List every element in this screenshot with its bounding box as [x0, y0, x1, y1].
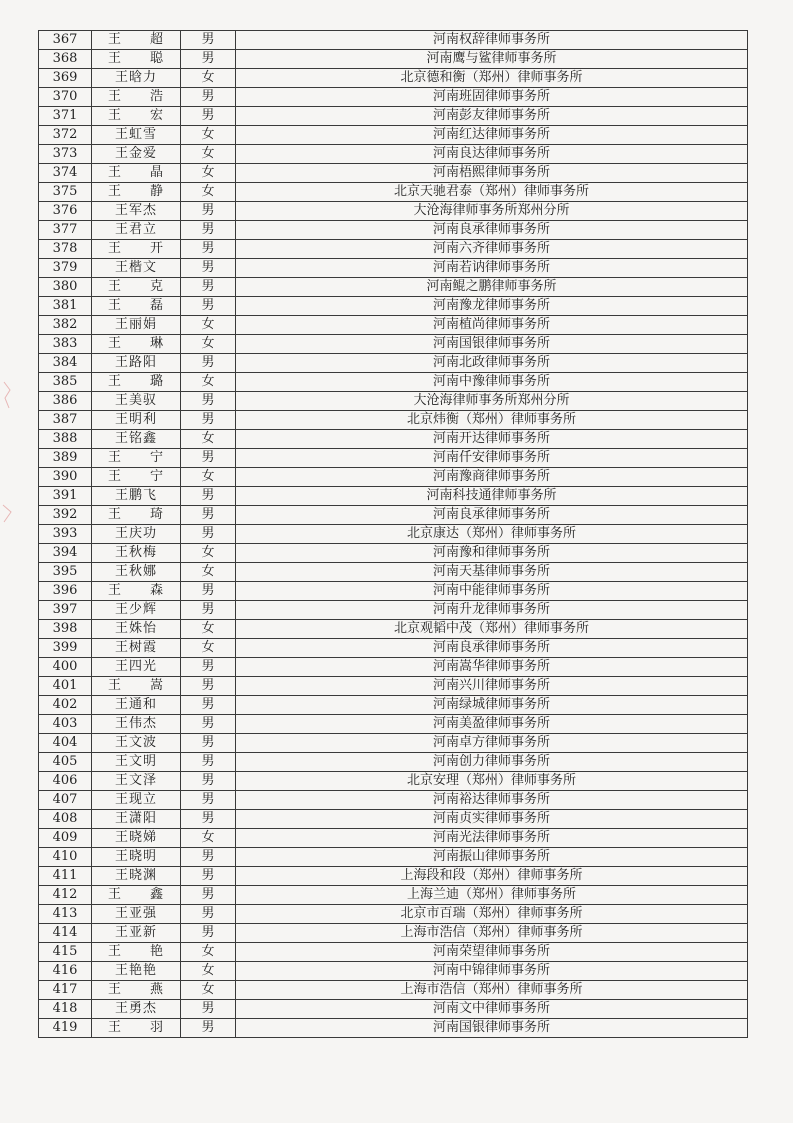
lawyer-gender: 男: [181, 354, 236, 373]
table-row: [39, 506, 748, 525]
table-row: [39, 278, 748, 297]
lawyer-gender: 女: [181, 468, 236, 487]
table-row: [39, 962, 748, 981]
lawyer-gender: 女: [181, 373, 236, 392]
row-number: 406: [39, 772, 92, 791]
lawyer-gender: 女: [181, 69, 236, 88]
row-number: 399: [39, 639, 92, 658]
law-firm-name: 河南光法律师事务所: [236, 829, 748, 848]
law-firm-name: 河南裕达律师事务所: [236, 791, 748, 810]
lawyer-name: 王 嵩: [92, 677, 181, 696]
table-row: [39, 240, 748, 259]
lawyer-roster-table: [38, 30, 748, 1038]
law-firm-name: 北京康达（郑州）律师事务所: [236, 525, 748, 544]
row-number: 383: [39, 335, 92, 354]
row-number: 401: [39, 677, 92, 696]
row-number: 384: [39, 354, 92, 373]
law-firm-name: 河南权辞律师事务所: [236, 31, 748, 50]
lawyer-name: 王军杰: [92, 202, 181, 221]
law-firm-name: 大沧海律师事务所郑州分所: [236, 392, 748, 411]
lawyer-gender: 女: [181, 316, 236, 335]
lawyer-gender: 男: [181, 487, 236, 506]
table-row: [39, 905, 748, 924]
law-firm-name: 河南绿城律师事务所: [236, 696, 748, 715]
row-number: 386: [39, 392, 92, 411]
row-number: 388: [39, 430, 92, 449]
law-firm-name: 河南良承律师事务所: [236, 221, 748, 240]
lawyer-name: 王虹雪: [92, 126, 181, 145]
lawyer-name: 王秋梅: [92, 544, 181, 563]
table-row: [39, 772, 748, 791]
lawyer-gender: 男: [181, 696, 236, 715]
law-firm-name: 河南贞实律师事务所: [236, 810, 748, 829]
lawyer-name: 王潇阳: [92, 810, 181, 829]
law-firm-name: 河南兴川律师事务所: [236, 677, 748, 696]
table-row: [39, 316, 748, 335]
law-firm-name: 河南豫和律师事务所: [236, 544, 748, 563]
row-number: 368: [39, 50, 92, 69]
law-firm-name: 河南中能律师事务所: [236, 582, 748, 601]
lawyer-gender: 男: [181, 905, 236, 924]
lawyer-gender: 女: [181, 335, 236, 354]
table-row: [39, 1019, 748, 1038]
table-row: [39, 487, 748, 506]
row-number: 416: [39, 962, 92, 981]
lawyer-name: 王文泽: [92, 772, 181, 791]
law-firm-name: 河南荣望律师事务所: [236, 943, 748, 962]
table-row: [39, 297, 748, 316]
lawyer-gender: 男: [181, 259, 236, 278]
law-firm-name: 河南开达律师事务所: [236, 430, 748, 449]
law-firm-name: 河南美盈律师事务所: [236, 715, 748, 734]
lawyer-name: 王秋娜: [92, 563, 181, 582]
table-row: [39, 829, 748, 848]
law-firm-name: 河南创力律师事务所: [236, 753, 748, 772]
row-number: 385: [39, 373, 92, 392]
table-row: [39, 392, 748, 411]
law-firm-name: 北京安理（郑州）律师事务所: [236, 772, 748, 791]
row-number: 374: [39, 164, 92, 183]
lawyer-gender: 男: [181, 924, 236, 943]
lawyer-name: 王金爱: [92, 145, 181, 164]
lawyer-name: 王文明: [92, 753, 181, 772]
law-firm-name: 河南鹰与鲨律师事务所: [236, 50, 748, 69]
row-number: 410: [39, 848, 92, 867]
lawyer-gender: 男: [181, 392, 236, 411]
row-number: 382: [39, 316, 92, 335]
row-number: 395: [39, 563, 92, 582]
lawyer-name: 王路阳: [92, 354, 181, 373]
lawyer-name: 王亚强: [92, 905, 181, 924]
law-firm-name: 北京市百瑞（郑州）律师事务所: [236, 905, 748, 924]
lawyer-gender: 男: [181, 886, 236, 905]
lawyer-name: 王姝怡: [92, 620, 181, 639]
table-row: [39, 848, 748, 867]
lawyer-gender: 女: [181, 981, 236, 1000]
law-firm-name: 上海兰迪（郑州）律师事务所: [236, 886, 748, 905]
lawyer-gender: 男: [181, 506, 236, 525]
lawyer-gender: 女: [181, 639, 236, 658]
scan-edge-mark: [2, 380, 12, 410]
table-row: [39, 430, 748, 449]
row-number: 398: [39, 620, 92, 639]
table-row: [39, 981, 748, 1000]
lawyer-name: 王丽娟: [92, 316, 181, 335]
law-firm-name: 河南红达律师事务所: [236, 126, 748, 145]
lawyer-name: 王 宏: [92, 107, 181, 126]
lawyer-name: 王 静: [92, 183, 181, 202]
table-row: [39, 107, 748, 126]
row-number: 391: [39, 487, 92, 506]
law-firm-name: 河南六齐律师事务所: [236, 240, 748, 259]
law-firm-name: 河南国银律师事务所: [236, 335, 748, 354]
row-number: 400: [39, 658, 92, 677]
law-firm-name: 河南鲲之鹏律师事务所: [236, 278, 748, 297]
law-firm-name: 河南豫龙律师事务所: [236, 297, 748, 316]
lawyer-gender: 男: [181, 715, 236, 734]
row-number: 390: [39, 468, 92, 487]
law-firm-name: 河南梧熙律师事务所: [236, 164, 748, 183]
table-row: [39, 259, 748, 278]
table-row: [39, 354, 748, 373]
law-firm-name: 河南若讷律师事务所: [236, 259, 748, 278]
lawyer-gender: 女: [181, 126, 236, 145]
lawyer-name: 王 克: [92, 278, 181, 297]
row-number: 372: [39, 126, 92, 145]
lawyer-gender: 女: [181, 943, 236, 962]
lawyer-name: 王 聪: [92, 50, 181, 69]
lawyer-gender: 男: [181, 525, 236, 544]
lawyer-gender: 男: [181, 734, 236, 753]
roster-table-body: [39, 31, 748, 1038]
lawyer-gender: 男: [181, 449, 236, 468]
lawyer-gender: 男: [181, 658, 236, 677]
law-firm-name: 河南升龙律师事务所: [236, 601, 748, 620]
table-row: [39, 715, 748, 734]
row-number: 396: [39, 582, 92, 601]
lawyer-gender: 男: [181, 411, 236, 430]
lawyer-name: 王 超: [92, 31, 181, 50]
table-row: [39, 1000, 748, 1019]
law-firm-name: 河南天基律师事务所: [236, 563, 748, 582]
row-number: 373: [39, 145, 92, 164]
lawyer-name: 王铭鑫: [92, 430, 181, 449]
row-number: 408: [39, 810, 92, 829]
law-firm-name: 河南科技通律师事务所: [236, 487, 748, 506]
law-firm-name: 河南振山律师事务所: [236, 848, 748, 867]
law-firm-name: 河南彭友律师事务所: [236, 107, 748, 126]
lawyer-gender: 男: [181, 88, 236, 107]
law-firm-name: 河南良承律师事务所: [236, 506, 748, 525]
lawyer-name: 王晗力: [92, 69, 181, 88]
lawyer-gender: 男: [181, 278, 236, 297]
table-row: [39, 544, 748, 563]
law-firm-name: 大沧海律师事务所郑州分所: [236, 202, 748, 221]
lawyer-name: 王 晶: [92, 164, 181, 183]
table-row: [39, 620, 748, 639]
row-number: 415: [39, 943, 92, 962]
table-row: [39, 50, 748, 69]
row-number: 417: [39, 981, 92, 1000]
row-number: 376: [39, 202, 92, 221]
lawyer-gender: 男: [181, 1019, 236, 1038]
law-firm-name: 河南文中律师事务所: [236, 1000, 748, 1019]
row-number: 412: [39, 886, 92, 905]
lawyer-gender: 男: [181, 582, 236, 601]
table-row: [39, 582, 748, 601]
law-firm-name: 河南仟安律师事务所: [236, 449, 748, 468]
lawyer-gender: 女: [181, 829, 236, 848]
table-row: [39, 411, 748, 430]
row-number: 413: [39, 905, 92, 924]
lawyer-gender: 男: [181, 867, 236, 886]
lawyer-name: 王晓渊: [92, 867, 181, 886]
table-row: [39, 145, 748, 164]
lawyer-gender: 女: [181, 563, 236, 582]
lawyer-name: 王 琳: [92, 335, 181, 354]
lawyer-name: 王四光: [92, 658, 181, 677]
lawyer-name: 王 艳: [92, 943, 181, 962]
lawyer-name: 王 宁: [92, 449, 181, 468]
law-firm-name: 河南中豫律师事务所: [236, 373, 748, 392]
law-firm-name: 上海市浩信（郑州）律师事务所: [236, 981, 748, 1000]
table-row: [39, 677, 748, 696]
lawyer-name: 王美驭: [92, 392, 181, 411]
lawyer-name: 王树霞: [92, 639, 181, 658]
row-number: 378: [39, 240, 92, 259]
lawyer-gender: 女: [181, 145, 236, 164]
table-row: [39, 202, 748, 221]
lawyer-gender: 女: [181, 183, 236, 202]
row-number: 404: [39, 734, 92, 753]
lawyer-name: 王庆功: [92, 525, 181, 544]
row-number: 407: [39, 791, 92, 810]
lawyer-name: 王艳艳: [92, 962, 181, 981]
table-row: [39, 221, 748, 240]
lawyer-name: 王亚新: [92, 924, 181, 943]
row-number: 377: [39, 221, 92, 240]
table-row: [39, 525, 748, 544]
lawyer-name: 王楷文: [92, 259, 181, 278]
lawyer-gender: 男: [181, 297, 236, 316]
law-firm-name: 上海段和段（郑州）律师事务所: [236, 867, 748, 886]
lawyer-name: 王明利: [92, 411, 181, 430]
row-number: 370: [39, 88, 92, 107]
table-row: [39, 867, 748, 886]
law-firm-name: 河南嵩华律师事务所: [236, 658, 748, 677]
row-number: 393: [39, 525, 92, 544]
table-row: [39, 126, 748, 145]
lawyer-gender: 男: [181, 601, 236, 620]
law-firm-name: 北京炜衡（郑州）律师事务所: [236, 411, 748, 430]
table-row: [39, 658, 748, 677]
lawyer-gender: 男: [181, 221, 236, 240]
row-number: 392: [39, 506, 92, 525]
row-number: 380: [39, 278, 92, 297]
table-row: [39, 696, 748, 715]
table-row: [39, 791, 748, 810]
lawyer-gender: 男: [181, 202, 236, 221]
table-row: [39, 639, 748, 658]
lawyer-name: 王 燕: [92, 981, 181, 1000]
row-number: 414: [39, 924, 92, 943]
row-number: 402: [39, 696, 92, 715]
row-number: 405: [39, 753, 92, 772]
table-row: [39, 810, 748, 829]
row-number: 381: [39, 297, 92, 316]
lawyer-gender: 男: [181, 772, 236, 791]
lawyer-gender: 男: [181, 31, 236, 50]
lawyer-name: 王晓明: [92, 848, 181, 867]
table-row: [39, 335, 748, 354]
row-number: 369: [39, 69, 92, 88]
lawyer-gender: 男: [181, 240, 236, 259]
table-row: [39, 373, 748, 392]
lawyer-name: 王 开: [92, 240, 181, 259]
lawyer-name: 王晓娣: [92, 829, 181, 848]
scan-edge-mark: [2, 500, 12, 530]
row-number: 371: [39, 107, 92, 126]
row-number: 403: [39, 715, 92, 734]
lawyer-gender: 男: [181, 791, 236, 810]
row-number: 409: [39, 829, 92, 848]
table-row: [39, 164, 748, 183]
law-firm-name: 河南卓方律师事务所: [236, 734, 748, 753]
lawyer-gender: 男: [181, 1000, 236, 1019]
lawyer-gender: 男: [181, 107, 236, 126]
row-number: 394: [39, 544, 92, 563]
row-number: 367: [39, 31, 92, 50]
lawyer-name: 王 浩: [92, 88, 181, 107]
lawyer-gender: 男: [181, 753, 236, 772]
row-number: 379: [39, 259, 92, 278]
lawyer-name: 王 鑫: [92, 886, 181, 905]
lawyer-name: 王 宁: [92, 468, 181, 487]
law-firm-name: 上海市浩信（郑州）律师事务所: [236, 924, 748, 943]
table-row: [39, 601, 748, 620]
table-row: [39, 88, 748, 107]
law-firm-name: 河南国银律师事务所: [236, 1019, 748, 1038]
table-row: [39, 449, 748, 468]
row-number: 375: [39, 183, 92, 202]
table-row: [39, 69, 748, 88]
lawyer-gender: 男: [181, 810, 236, 829]
law-firm-name: 北京德和衡（郑州）律师事务所: [236, 69, 748, 88]
table-row: [39, 886, 748, 905]
lawyer-name: 王 琦: [92, 506, 181, 525]
law-firm-name: 河南植尚律师事务所: [236, 316, 748, 335]
lawyer-name: 王现立: [92, 791, 181, 810]
lawyer-gender: 女: [181, 620, 236, 639]
law-firm-name: 河南北政律师事务所: [236, 354, 748, 373]
table-row: [39, 924, 748, 943]
lawyer-gender: 男: [181, 677, 236, 696]
law-firm-name: 北京天驰君泰（郑州）律师事务所: [236, 183, 748, 202]
table-row: [39, 563, 748, 582]
law-firm-name: 河南豫商律师事务所: [236, 468, 748, 487]
lawyer-gender: 女: [181, 962, 236, 981]
lawyer-name: 王 森: [92, 582, 181, 601]
table-row: [39, 183, 748, 202]
lawyer-name: 王勇杰: [92, 1000, 181, 1019]
table-row: [39, 31, 748, 50]
law-firm-name: 河南班固律师事务所: [236, 88, 748, 107]
lawyer-gender: 男: [181, 50, 236, 69]
lawyer-name: 王 羽: [92, 1019, 181, 1038]
lawyer-gender: 女: [181, 544, 236, 563]
lawyer-gender: 女: [181, 430, 236, 449]
table-row: [39, 753, 748, 772]
lawyer-name: 王文波: [92, 734, 181, 753]
lawyer-gender: 女: [181, 164, 236, 183]
row-number: 389: [39, 449, 92, 468]
lawyer-name: 王少辉: [92, 601, 181, 620]
lawyer-name: 王君立: [92, 221, 181, 240]
law-firm-name: 河南良承律师事务所: [236, 639, 748, 658]
lawyer-name: 王鹏飞: [92, 487, 181, 506]
row-number: 419: [39, 1019, 92, 1038]
table-row: [39, 468, 748, 487]
table-row: [39, 734, 748, 753]
row-number: 387: [39, 411, 92, 430]
lawyer-name: 王 璐: [92, 373, 181, 392]
lawyer-name: 王 磊: [92, 297, 181, 316]
law-firm-name: 河南良达律师事务所: [236, 145, 748, 164]
law-firm-name: 河南中锦律师事务所: [236, 962, 748, 981]
table-row: [39, 943, 748, 962]
row-number: 397: [39, 601, 92, 620]
lawyer-gender: 男: [181, 848, 236, 867]
lawyer-name: 王伟杰: [92, 715, 181, 734]
law-firm-name: 北京观韬中茂（郑州）律师事务所: [236, 620, 748, 639]
lawyer-name: 王通和: [92, 696, 181, 715]
row-number: 411: [39, 867, 92, 886]
row-number: 418: [39, 1000, 92, 1019]
